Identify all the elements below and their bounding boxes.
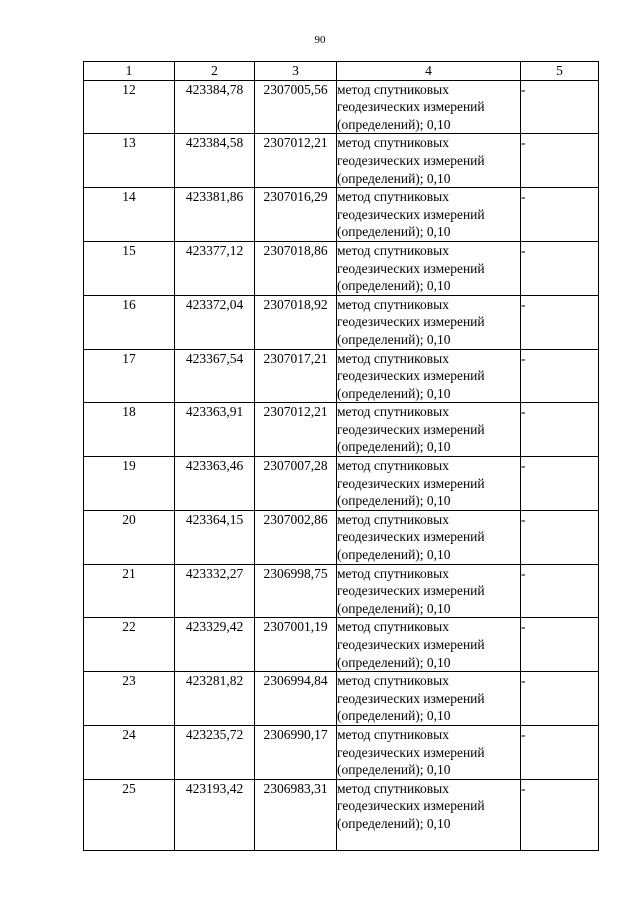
column-header: 1 bbox=[84, 62, 175, 81]
coordinate-y-cell: 2307012,21 bbox=[255, 134, 337, 188]
point-number-cell: 21 bbox=[84, 564, 175, 618]
coordinate-y-cell: 2307016,29 bbox=[255, 188, 337, 242]
point-number-cell: 25 bbox=[84, 779, 175, 850]
table-row bbox=[84, 779, 599, 850]
coordinate-x-cell: 423193,42 bbox=[175, 779, 255, 850]
coordinate-x-cell: 423281,82 bbox=[175, 672, 255, 726]
point-number-cell: 14 bbox=[84, 188, 175, 242]
note-cell: - bbox=[521, 349, 599, 403]
method-cell: метод спутниковых геодезических измерений (определений); 0,10 bbox=[337, 510, 521, 564]
table-row bbox=[84, 725, 599, 779]
coordinate-y-cell: 2306998,75 bbox=[255, 564, 337, 618]
note-cell: - bbox=[521, 618, 599, 672]
note-cell: - bbox=[521, 779, 599, 850]
note-cell: - bbox=[521, 725, 599, 779]
method-cell: метод спутниковых геодезических измерений (определений); 0,10 bbox=[337, 672, 521, 726]
point-number-cell: 12 bbox=[84, 80, 175, 134]
coordinate-y-cell: 2307005,56 bbox=[255, 80, 337, 134]
note-cell: - bbox=[521, 510, 599, 564]
note-cell: - bbox=[521, 403, 599, 457]
note-cell: - bbox=[521, 134, 599, 188]
table-row bbox=[84, 618, 599, 672]
coordinate-x-cell: 423363,91 bbox=[175, 403, 255, 457]
point-number-cell: 19 bbox=[84, 457, 175, 511]
method-cell: метод спутниковых геодезических измерений (определений); 0,10 bbox=[337, 618, 521, 672]
note-cell: - bbox=[521, 295, 599, 349]
coordinate-x-cell: 423384,78 bbox=[175, 80, 255, 134]
table-header-row bbox=[84, 62, 599, 81]
point-number-cell: 13 bbox=[84, 134, 175, 188]
column-header: 2 bbox=[175, 62, 255, 81]
coordinate-x-cell: 423332,27 bbox=[175, 564, 255, 618]
note-cell: - bbox=[521, 188, 599, 242]
method-cell: метод спутниковых геодезических измерений (определений); 0,10 bbox=[337, 349, 521, 403]
method-cell: метод спутниковых геодезических измерений (определений); 0,10 bbox=[337, 564, 521, 618]
method-cell: метод спутниковых геодезических измерений (определений); 0,10 bbox=[337, 457, 521, 511]
column-header: 5 bbox=[521, 62, 599, 81]
coordinate-y-cell: 2307007,28 bbox=[255, 457, 337, 511]
coordinate-x-cell: 423372,04 bbox=[175, 295, 255, 349]
method-cell: метод спутниковых геодезических измерений (определений); 0,10 bbox=[337, 295, 521, 349]
note-cell: - bbox=[521, 564, 599, 618]
method-cell: метод спутниковых геодезических измерений (определений); 0,10 bbox=[337, 80, 521, 134]
point-number-cell: 24 bbox=[84, 725, 175, 779]
coordinate-y-cell: 2307012,21 bbox=[255, 403, 337, 457]
point-number-cell: 16 bbox=[84, 295, 175, 349]
column-header: 3 bbox=[255, 62, 337, 81]
coordinate-x-cell: 423329,42 bbox=[175, 618, 255, 672]
coordinate-x-cell: 423235,72 bbox=[175, 725, 255, 779]
coordinate-y-cell: 2307017,21 bbox=[255, 349, 337, 403]
column-header: 4 bbox=[337, 62, 521, 81]
coordinate-y-cell: 2307001,19 bbox=[255, 618, 337, 672]
method-cell: метод спутниковых геодезических измерений (определений); 0,10 bbox=[337, 779, 521, 850]
coordinate-y-cell: 2306994,84 bbox=[255, 672, 337, 726]
table-row bbox=[84, 295, 599, 349]
coordinate-x-cell: 423377,12 bbox=[175, 241, 255, 295]
coordinate-x-cell: 423381,86 bbox=[175, 188, 255, 242]
coordinate-y-cell: 2307018,92 bbox=[255, 295, 337, 349]
table-row bbox=[84, 134, 599, 188]
point-number-cell: 15 bbox=[84, 241, 175, 295]
page-number: 90 bbox=[314, 34, 326, 46]
table-row bbox=[84, 564, 599, 618]
method-cell: метод спутниковых геодезических измерений (определений); 0,10 bbox=[337, 241, 521, 295]
table-body bbox=[84, 80, 599, 850]
method-cell: метод спутниковых геодезических измерений (определений); 0,10 bbox=[337, 134, 521, 188]
coordinate-x-cell: 423367,54 bbox=[175, 349, 255, 403]
coordinate-x-cell: 423384,58 bbox=[175, 134, 255, 188]
coordinate-y-cell: 2306983,31 bbox=[255, 779, 337, 850]
table-row bbox=[84, 510, 599, 564]
note-cell: - bbox=[521, 241, 599, 295]
table-row bbox=[84, 349, 599, 403]
table-row bbox=[84, 457, 599, 511]
coordinates-table bbox=[83, 61, 599, 851]
point-number-cell: 18 bbox=[84, 403, 175, 457]
coordinate-x-cell: 423364,15 bbox=[175, 510, 255, 564]
note-cell: - bbox=[521, 80, 599, 134]
note-cell: - bbox=[521, 457, 599, 511]
point-number-cell: 20 bbox=[84, 510, 175, 564]
coordinate-x-cell: 423363,46 bbox=[175, 457, 255, 511]
method-cell: метод спутниковых геодезических измерений (определений); 0,10 bbox=[337, 188, 521, 242]
table-row bbox=[84, 403, 599, 457]
method-cell: метод спутниковых геодезических измерений (определений); 0,10 bbox=[337, 725, 521, 779]
coordinate-y-cell: 2306990,17 bbox=[255, 725, 337, 779]
table-row bbox=[84, 188, 599, 242]
method-cell: метод спутниковых геодезических измерений (определений); 0,10 bbox=[337, 403, 521, 457]
point-number-cell: 22 bbox=[84, 618, 175, 672]
table-row bbox=[84, 80, 599, 134]
coordinate-y-cell: 2307002,86 bbox=[255, 510, 337, 564]
point-number-cell: 23 bbox=[84, 672, 175, 726]
table-row bbox=[84, 672, 599, 726]
point-number-cell: 17 bbox=[84, 349, 175, 403]
note-cell: - bbox=[521, 672, 599, 726]
table-row bbox=[84, 241, 599, 295]
coordinate-y-cell: 2307018,86 bbox=[255, 241, 337, 295]
